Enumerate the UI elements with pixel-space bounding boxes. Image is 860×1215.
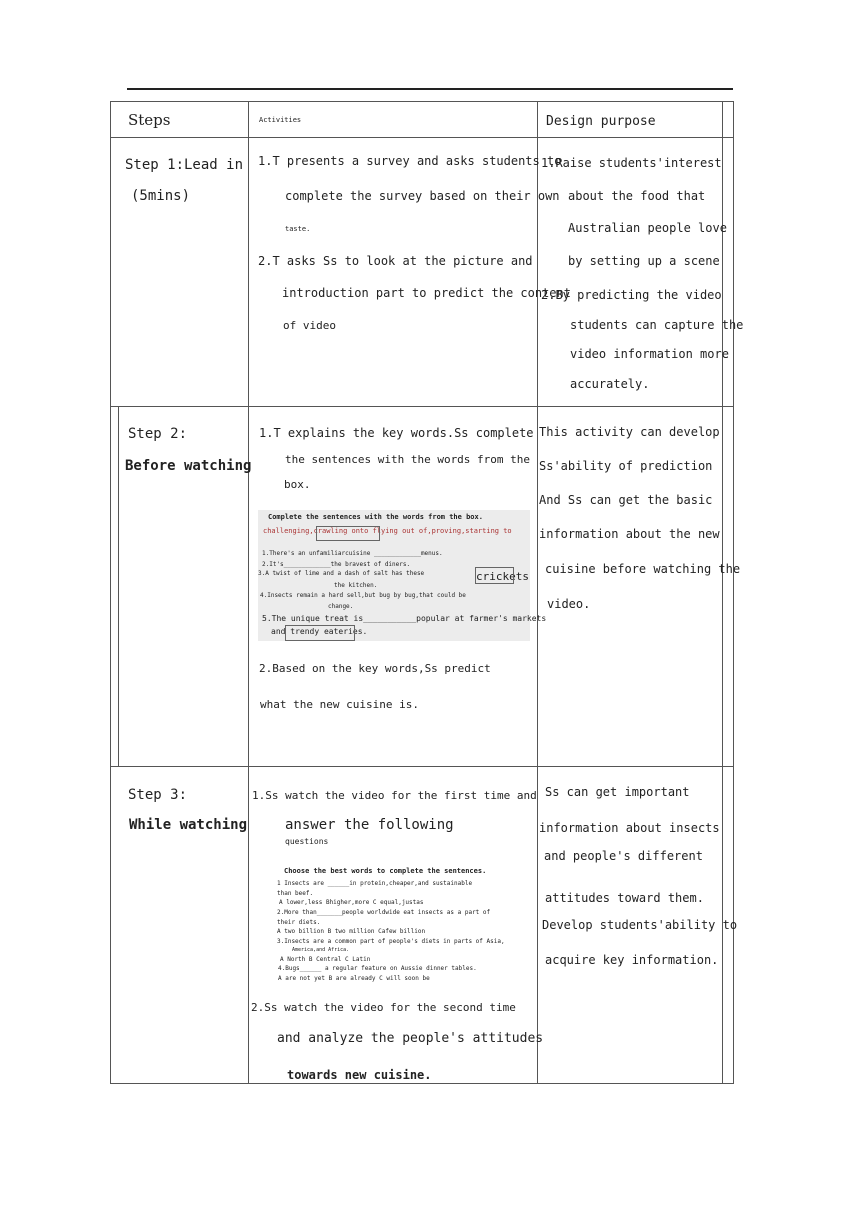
step2-exercise-item: 2.It's_____________the bravest of diners. [262,561,411,568]
step1-activity-line: 1.T presents a survey and asks students to [258,154,562,168]
word-box-highlight [316,526,380,541]
step3-exercise-line: A two billion B two million Cafew billion [277,928,426,935]
step3-exercise-line: America,and Africa. [292,947,350,953]
step3-purpose-line: Develop students'ability to [542,918,738,932]
step3-purpose-line: attitudes toward them. [545,891,704,905]
crickets-word: crickets [476,570,529,583]
step2-exercise-item: 5.The unique treat is___________popular at farmer's markets [262,614,547,623]
step3-exercise-line: than beef. [277,890,314,897]
step1-activity-line: taste. [285,225,311,233]
step3-activity2-line: towards new cuisine. [287,1068,432,1082]
step1-activity-line: introduction part to predict the content [282,286,571,300]
step2-exercise-item: and trendy eateries. [271,627,368,636]
step2-exercise-heading: Complete the sentences with the words from the box. [268,513,483,521]
step2-exercise-item: 1.There's an unfamiliarcuisine _____________menus. [262,550,443,557]
step3-exercise-line: A are not yet B are already C will soon be [278,975,430,982]
step3-activity-line: questions [285,837,329,846]
step2-purpose-line: cuisine before watching the [545,562,741,576]
step2-purpose-line: And Ss can get the basic [539,493,713,507]
step2-title: Step 2: [128,426,188,442]
step3-activity-line: answer the following [285,817,454,833]
step3-exercise-line: 2.More than_______people worldwide eat insects as a part of [277,909,491,916]
step1-purpose-line: Australian people love [568,221,727,235]
step2-purpose-line: video. [547,597,591,611]
step2-exercise-item: 4.Insects remain a hard sell,but bug by bug,that could be [260,592,466,599]
step1-duration: (5mins) [131,188,191,204]
step3-activity2-line: and analyze the people's attitudes [277,1031,544,1046]
step2-activity-line: box. [284,478,311,491]
step3-exercise-line: 1 Insects are ______in protein,cheaper,and sustainable [277,880,473,887]
step3-exercise-line: 3.Insects are a common part of people's diets in parts of Asia, [277,938,505,945]
crickets-highlight [475,567,514,584]
step1-purpose-line: 1.Raise students'interest [541,156,722,170]
header-design-purpose: Design purpose [546,114,656,129]
step3-subtitle: While watching [129,817,248,833]
step1-purpose-line: video information more [570,347,729,361]
step2-activity-line: the sentences with the words from the [285,453,531,466]
step1-activity-line: complete the survey based on their own [285,189,560,203]
step3-exercise-line: their diets. [277,919,321,926]
step1-activity-line: 2.T asks Ss to look at the picture and [258,254,533,268]
step1-purpose-line: students can capture the [570,318,744,332]
step3-exercise-heading: Choose the best words to complete the sentences. [284,867,487,875]
step2-subtitle: Before watching [125,458,252,474]
step2-purpose-line: Ss'ability of prediction [539,459,713,473]
step1-title: Step 1:Lead in [125,157,244,173]
step2-exercise-item: the kitchen. [334,582,378,589]
step2-purpose-line: information about the new [539,527,720,541]
header-steps: Steps [128,111,171,129]
step1-purpose-line: 2.By predicting the video [541,288,722,302]
step3-purpose-line: acquire key information. [545,953,719,967]
step1-purpose-line: accurately. [570,377,650,391]
step3-purpose-line: and people's different [544,849,703,863]
step2-exercise-item: 3.A twist of lime and a dash of salt has these [258,570,425,577]
step3-purpose-line: Ss can get important [545,785,690,799]
header-rule [127,88,733,90]
step2-exercise-item: change. [328,603,354,610]
step3-purpose-line: information about insects [539,821,720,835]
step1-purpose-line: by setting up a scene [568,254,720,268]
step3-exercise-line: A North B Central C Latin [280,956,371,963]
step3-exercise-line: A lower,less Bhigher,more C equal,justas [279,899,424,906]
step2-activity2-line: 2.Based on the key words,Ss predict [259,662,491,675]
step3-title: Step 3: [128,787,188,803]
step2-word-box: challenging,crawling onto flying out of,proving,starting to [263,527,512,535]
step3-activity2-line: 2.Ss watch the video for the second time [251,1001,516,1014]
step1-purpose-line: about the food that [568,189,706,203]
step1-activity-line: of video [283,319,336,332]
header-activities: Activities [259,116,302,124]
step2-activity2-line: what the new cuisine is. [260,698,419,711]
eateries-highlight [285,625,355,641]
step3-exercise-line: 4.Bugs______ a regular feature on Aussie dinner tables. [278,965,477,972]
step3-activity-line: 1.Ss watch the video for the first time and [252,789,537,802]
step2-purpose-line: This activity can develop [539,425,720,439]
step2-activity-line: 1.T explains the key words.Ss complete [259,426,534,440]
